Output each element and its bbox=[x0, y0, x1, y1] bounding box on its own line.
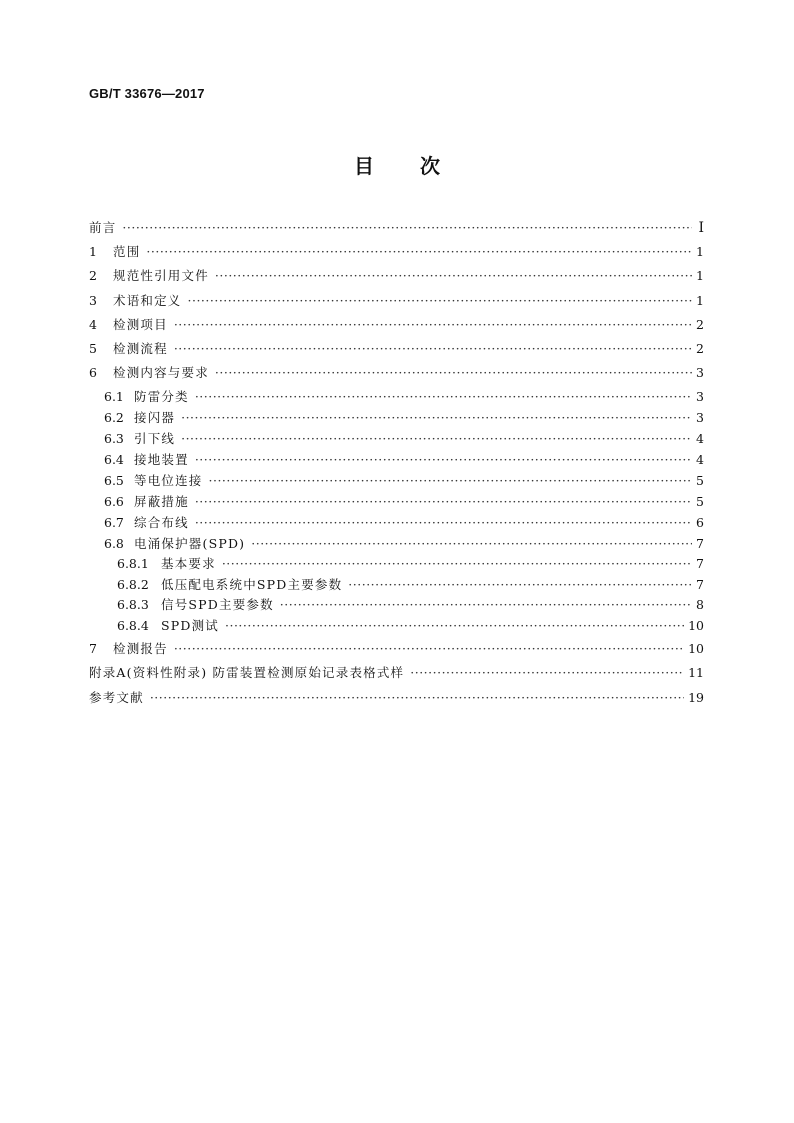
toc-leader bbox=[174, 313, 692, 337]
toc-entry-6-5[interactable] bbox=[89, 470, 704, 491]
toc-entry-number: 6.8.4 bbox=[117, 618, 149, 634]
toc-entry-label: 屏蔽措施 bbox=[134, 493, 189, 509]
toc-entry-6-8[interactable] bbox=[89, 533, 704, 554]
toc-entry-page: 7 bbox=[696, 576, 704, 592]
toc-entry-number: 6.6 bbox=[104, 493, 124, 509]
toc-entry-page: I bbox=[698, 220, 704, 236]
toc-entry-number: 6.5 bbox=[104, 472, 124, 488]
toc-leader bbox=[348, 575, 692, 596]
toc-entry-label: 综合布线 bbox=[134, 514, 189, 530]
toc-entry-page: 1 bbox=[696, 268, 704, 284]
toc-entry-6-8-2[interactable] bbox=[89, 575, 704, 596]
toc-entry-6-3[interactable] bbox=[89, 428, 704, 449]
toc-entry-number: 7 bbox=[89, 640, 97, 656]
toc-leader bbox=[215, 264, 692, 288]
toc-entry-6-8-1[interactable] bbox=[89, 554, 704, 575]
toc-entry-label: 信号SPD主要参数 bbox=[161, 597, 274, 613]
toc-entry-6-7[interactable] bbox=[89, 512, 704, 533]
toc-entry-3[interactable] bbox=[89, 289, 704, 313]
toc-entry-label: 检测内容与要求 bbox=[113, 365, 209, 381]
toc-leader bbox=[146, 240, 692, 264]
toc-entry-label: 前言 bbox=[89, 220, 117, 235]
toc-entry-number: 6.7 bbox=[104, 514, 124, 530]
toc-entry-page: 10 bbox=[688, 640, 704, 656]
toc-entry-number: 6.3 bbox=[104, 430, 124, 446]
toc-entry-number: 6.8.1 bbox=[117, 555, 149, 571]
toc-entry-label: 附录A(资料性附录) 防雷装置检测原始记录表格式样 bbox=[89, 665, 405, 681]
toc-entry-6-2[interactable] bbox=[89, 407, 704, 428]
toc-entry-label: 检测报告 bbox=[113, 640, 168, 656]
toc-entry-number: 6.1 bbox=[104, 388, 124, 404]
toc-leader bbox=[181, 428, 692, 449]
toc-entry-number: 2 bbox=[89, 268, 97, 284]
toc-entry-1[interactable] bbox=[89, 240, 704, 264]
toc-entry-page: 2 bbox=[696, 341, 704, 357]
page-title-char-1: 目 bbox=[354, 154, 374, 178]
toc-entry-page: 3 bbox=[696, 409, 704, 425]
toc-entry-6-8-4[interactable] bbox=[89, 616, 704, 637]
toc-entry-label: 等电位连接 bbox=[134, 472, 203, 488]
toc-entry-page: 6 bbox=[696, 514, 704, 530]
toc-leader bbox=[188, 289, 692, 313]
toc-entry-page: 1 bbox=[696, 244, 704, 259]
toc-entry-label: 术语和定义 bbox=[113, 292, 182, 308]
toc-entry-label: 低压配电系统中SPD主要参数 bbox=[161, 576, 343, 592]
toc-entry-label: 规范性引用文件 bbox=[113, 268, 209, 284]
toc-entry-2[interactable] bbox=[89, 264, 704, 288]
toc-entry-number: 1 bbox=[89, 244, 97, 259]
page-title bbox=[0, 150, 794, 179]
toc-entry-label: 基本要求 bbox=[161, 555, 216, 571]
toc-entry-label: 接闪器 bbox=[134, 409, 176, 425]
toc-entry-page: 11 bbox=[688, 665, 704, 681]
toc-entry-page: 7 bbox=[696, 535, 704, 551]
toc-entry-4[interactable] bbox=[89, 313, 704, 337]
toc-entry-6[interactable] bbox=[89, 361, 704, 385]
toc-entry-number: 5 bbox=[89, 341, 97, 357]
toc-leader bbox=[209, 470, 692, 491]
toc-entry-label: 引下线 bbox=[134, 430, 176, 446]
toc-entry-page: 4 bbox=[696, 451, 704, 467]
toc-entry-label: 接地装置 bbox=[134, 451, 189, 467]
toc-entry-bibliography[interactable] bbox=[89, 686, 704, 710]
toc-entry-6-4[interactable] bbox=[89, 449, 704, 470]
toc-leader bbox=[195, 512, 692, 533]
toc-entry-5[interactable] bbox=[89, 337, 704, 361]
toc-leader bbox=[150, 686, 684, 710]
toc-entry-6-6[interactable] bbox=[89, 491, 704, 512]
toc-leader bbox=[195, 386, 692, 407]
toc-entry-label: 防雷分类 bbox=[134, 388, 189, 404]
toc-entry-number: 3 bbox=[89, 292, 97, 308]
toc-entry-6-1[interactable] bbox=[89, 386, 704, 407]
toc-leader bbox=[251, 533, 692, 554]
toc-leader bbox=[225, 616, 684, 637]
toc-entry-foreword[interactable] bbox=[89, 215, 704, 240]
toc-entry-7[interactable] bbox=[89, 637, 704, 661]
toc-entry-number: 6.8.3 bbox=[117, 597, 149, 613]
toc-entry-label: 电涌保护器(SPD) bbox=[134, 535, 246, 551]
toc-leader bbox=[410, 661, 684, 685]
toc-entry-label: 参考文献 bbox=[89, 689, 144, 705]
toc-leader bbox=[222, 554, 692, 575]
toc-entry-number: 6 bbox=[89, 365, 97, 381]
toc-entry-number: 6.8 bbox=[104, 535, 124, 551]
toc-entry-page: 4 bbox=[696, 430, 704, 446]
toc-entry-page: 2 bbox=[696, 316, 704, 332]
page-title-char-2: 次 bbox=[420, 154, 440, 178]
toc-entry-number: 4 bbox=[89, 316, 97, 332]
toc-leader bbox=[280, 595, 692, 616]
toc-leader bbox=[181, 407, 692, 428]
toc-entry-6-8-3[interactable] bbox=[89, 595, 704, 616]
toc-entry-page: 3 bbox=[696, 388, 704, 404]
toc-leader bbox=[174, 337, 692, 361]
toc-entry-label: 范围 bbox=[113, 244, 141, 259]
toc-entry-page: 3 bbox=[696, 365, 704, 381]
toc-entry-number: 6.4 bbox=[104, 451, 124, 467]
toc-leader bbox=[122, 215, 692, 240]
toc-entry-label: 检测流程 bbox=[113, 341, 168, 357]
table-of-contents bbox=[89, 215, 704, 710]
standard-number: GB/T 33676—2017 bbox=[89, 86, 205, 101]
toc-entry-appendix-a[interactable] bbox=[89, 661, 704, 685]
toc-leader bbox=[215, 361, 692, 385]
toc-entry-label: 检测项目 bbox=[113, 316, 168, 332]
toc-entry-page: 1 bbox=[696, 292, 704, 308]
toc-entry-page: 10 bbox=[688, 618, 704, 634]
toc-entry-label: SPD测试 bbox=[161, 618, 219, 634]
toc-entry-page: 5 bbox=[696, 472, 704, 488]
toc-entry-number: 6.8.2 bbox=[117, 576, 149, 592]
toc-leader bbox=[174, 637, 684, 661]
toc-entry-page: 5 bbox=[696, 493, 704, 509]
toc-leader bbox=[195, 491, 692, 512]
toc-entry-page: 19 bbox=[688, 689, 704, 705]
toc-entry-number: 6.2 bbox=[104, 409, 124, 425]
toc-leader bbox=[195, 449, 692, 470]
toc-entry-page: 7 bbox=[696, 555, 704, 571]
toc-entry-page: 8 bbox=[696, 597, 704, 613]
